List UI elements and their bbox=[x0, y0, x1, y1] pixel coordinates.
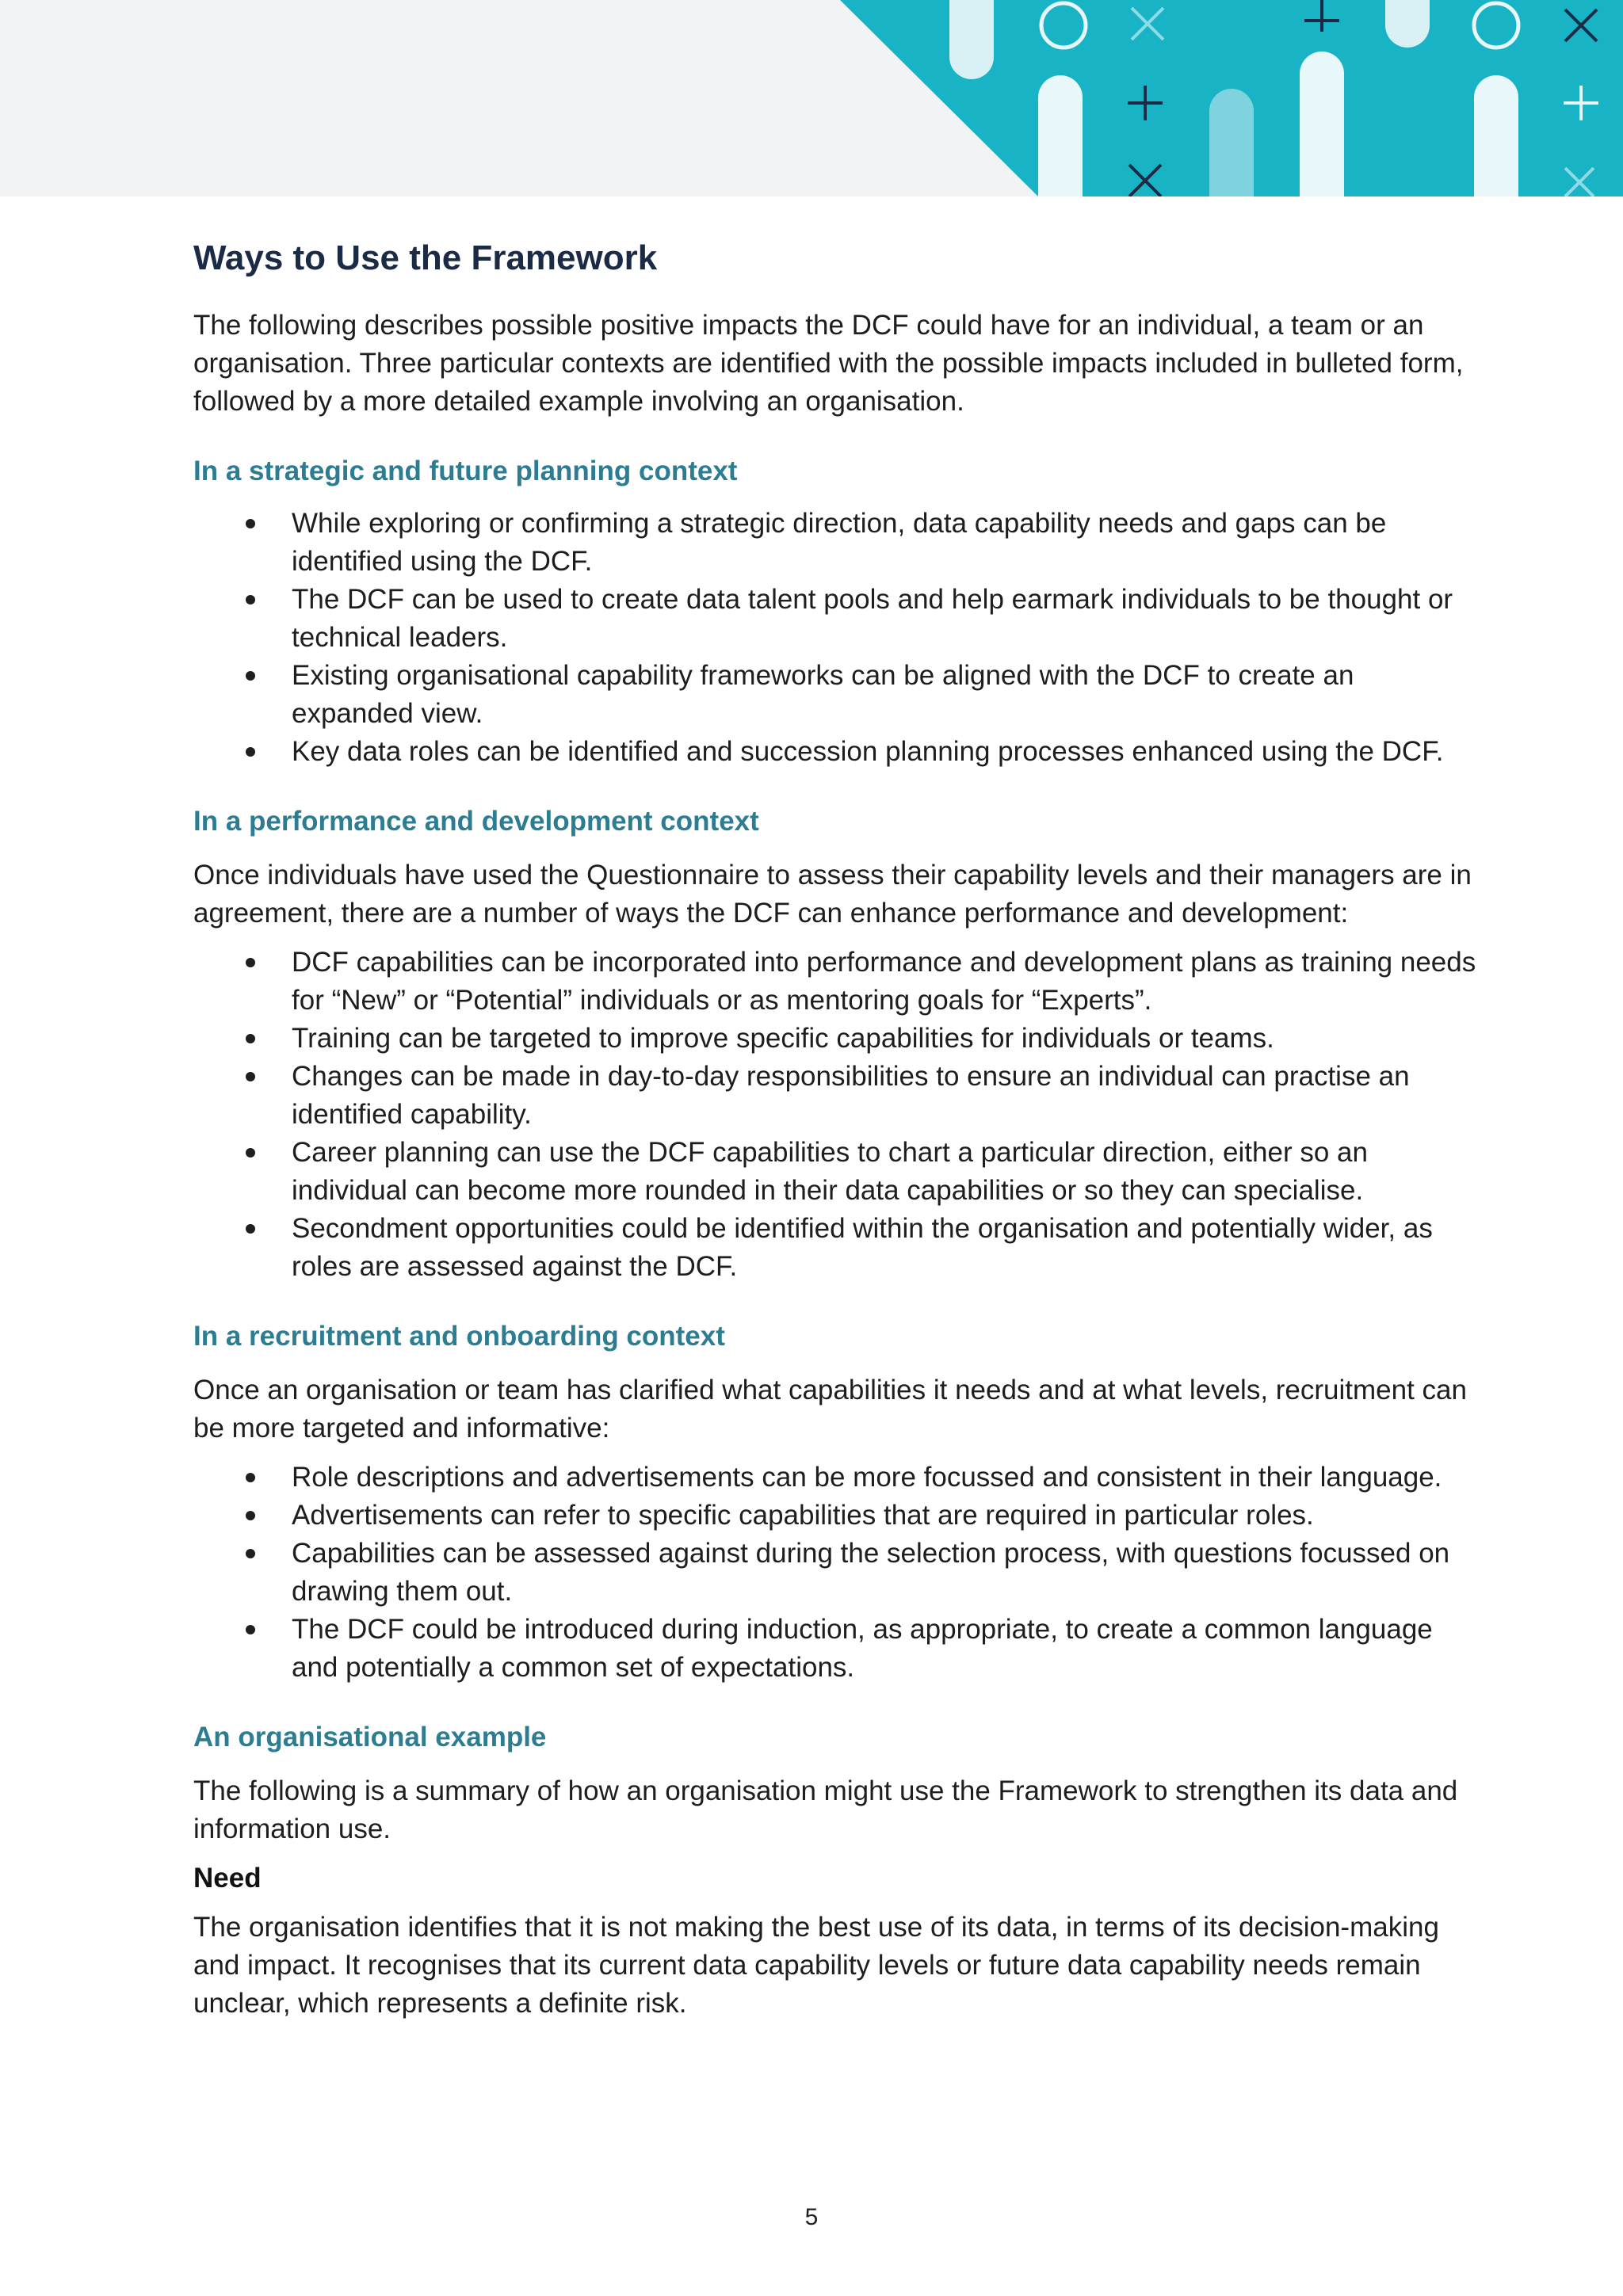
header-pattern-graphic bbox=[0, 0, 1623, 196]
bullet-icon bbox=[246, 747, 255, 757]
bullet-icon bbox=[246, 1473, 255, 1482]
section-heading-example: An organisational example bbox=[193, 1721, 547, 1753]
bullet-list-performance bbox=[193, 944, 1477, 1286]
list-item: Training can be targeted to improve specific capabilities for individuals or teams. bbox=[193, 1020, 1477, 1058]
example-intro: The following is a summary of how an organisation might use the Framework to strengthen its data and information use. bbox=[193, 1775, 1458, 1844]
bullet-list-recruitment bbox=[193, 1459, 1477, 1687]
page-title: Ways to Use the Framework bbox=[193, 238, 658, 277]
bullet-icon bbox=[246, 1549, 255, 1558]
need-paragraph: The organisation identifies that it is not making the best use of its data, in terms of its decision-making and impact. It recognises that its current data capability levels or future data capability needs remain unclear, which represents a definite risk. bbox=[193, 1911, 1439, 2019]
bullet-icon bbox=[246, 1511, 255, 1520]
bullet-icon bbox=[246, 1625, 255, 1634]
bullet-icon bbox=[246, 519, 255, 528]
bullet-icon bbox=[246, 671, 255, 681]
page-number: 5 bbox=[804, 2204, 819, 2230]
section-heading-recruitment: In a recruitment and onboarding context bbox=[193, 1320, 725, 1352]
performance-intro: Once individuals have used the Questionnaire to assess their capability levels and their managers are in agreement, there are a number of ways the DCF can enhance performance and development: bbox=[193, 859, 1472, 929]
list-item: Existing organisational capability frameworks can be aligned with the DCF to create an expanded view. bbox=[193, 657, 1477, 733]
bullet-icon bbox=[246, 1148, 255, 1158]
section-heading-performance: In a performance and development context bbox=[193, 805, 759, 837]
need-heading: Need bbox=[193, 1862, 262, 1894]
list-item: Advertisements can refer to specific capabilities that are required in particular roles. bbox=[193, 1497, 1477, 1535]
recruitment-intro: Once an organisation or team has clarified what capabilities it needs and at what levels, recruitment can be more targeted and informative: bbox=[193, 1374, 1467, 1444]
list-item: Secondment opportunities could be identified within the organisation and potentially wider, as roles are assessed against the DCF. bbox=[193, 1210, 1477, 1286]
list-item: Role descriptions and advertisements can be more focussed and consistent in their language. bbox=[193, 1459, 1477, 1497]
intro-paragraph: The following describes possible positive impacts the DCF could have for an individual, a team or an organisation. Three particular contexts are identified with the possible impacts included in bulleted form, followed by a more detailed example involving an organisation. bbox=[193, 309, 1464, 417]
bullet-icon bbox=[246, 958, 255, 967]
page-content bbox=[193, 238, 1477, 2023]
list-item: DCF capabilities can be incorporated into performance and development plans as training needs for “New” or “Potential” individuals or as mentoring goals for “Experts”. bbox=[193, 944, 1477, 1020]
list-item: Changes can be made in day-to-day responsibilities to ensure an individual can practise an identified capability. bbox=[193, 1058, 1477, 1134]
list-item: Capabilities can be assessed against during the selection process, with questions focussed on drawing them out. bbox=[193, 1535, 1477, 1611]
bullet-list-strategic bbox=[193, 505, 1477, 771]
list-item: Career planning can use the DCF capabilities to chart a particular direction, either so an individual can become more rounded in their data capabilities or so they can specialise. bbox=[193, 1134, 1477, 1210]
list-item: While exploring or confirming a strategic direction, data capability needs and gaps can be identified using the DCF. bbox=[193, 505, 1477, 581]
bullet-icon bbox=[246, 1224, 255, 1234]
list-item: Key data roles can be identified and succession planning processes enhanced using the DCF. bbox=[193, 733, 1477, 771]
bullet-icon bbox=[246, 595, 255, 605]
list-item: The DCF can be used to create data talent pools and help earmark individuals to be thought or technical leaders. bbox=[193, 581, 1477, 657]
bullet-icon bbox=[246, 1072, 255, 1081]
section-heading-strategic: In a strategic and future planning context bbox=[193, 455, 738, 486]
list-item: The DCF could be introduced during induction, as appropriate, to create a common language and potentially a common set of expectations. bbox=[193, 1611, 1477, 1687]
bullet-icon bbox=[246, 1034, 255, 1043]
